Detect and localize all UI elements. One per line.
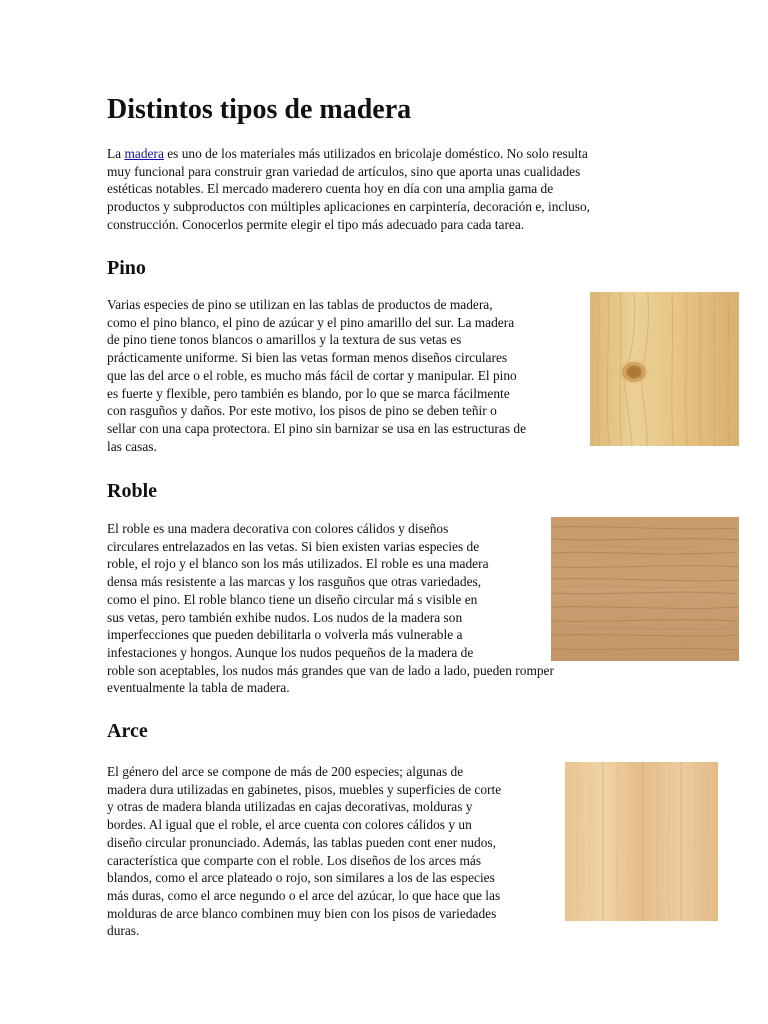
pino-line: de pino tiene tonos blancos o amarillos y la textura de sus vetas es — [107, 332, 462, 348]
pino-line: Varias especies de pino se utilizan en las tablas de productos de madera, — [107, 297, 493, 312]
pino-paragraph — [107, 296, 526, 455]
arce-line: característica que comparte con el roble. Los diseños de los arces más — [107, 852, 482, 868]
roble-line: infestaciones y hongos. Aunque los nudos pequeños de la madera de — [107, 644, 474, 660]
arce-line: madera dura utilizadas en gabinetes, pisos, muebles y superficies de corte — [107, 781, 502, 797]
pino-line: con rasguños y daños. Por este motivo, los pisos de pino se deben teñir o — [107, 403, 497, 419]
oak-wood-image — [551, 517, 739, 661]
roble-paragraph — [107, 520, 554, 697]
roble-line: imperfecciones que pueden debilitarla o volverla más vulnerable a — [107, 627, 463, 643]
intro-line: estéticas notables. El mercado maderero cuenta hoy en día con una amplia gama de — [107, 181, 554, 197]
arce-line: El género del arce se compone de más de 200 especies; algunas de — [107, 764, 464, 779]
intro-line: construcción. Conocerlos permite elegir el tipo más adecuado para cada tarea. — [107, 216, 525, 232]
arce-line: blandos, como el arce plateado o rojo, son similares a los de las especies — [107, 870, 495, 886]
arce-line: diseño circular pronunciado. Además, las tablas pueden cont ener nudos, — [107, 834, 496, 850]
pino-line: las casas. — [107, 438, 157, 454]
roble-line: eventualmente la tabla de madera. — [107, 680, 290, 696]
pino-line: como el pino blanco, el pino de azúcar y el pino amarillo del sur. La madera — [107, 314, 515, 330]
arce-line: bordes. Al igual que el roble, el arce cuenta con colores cálidos y un — [107, 817, 472, 833]
page-title: Distintos tipos de madera — [107, 94, 412, 125]
pine-wood-image — [590, 292, 739, 446]
pino-line: es fuerte y flexible, pero también es blando, por lo que se marca fácilmente — [107, 385, 510, 401]
section-heading-arce: Arce — [107, 720, 148, 742]
roble-line: roble, el rojo y el blanco son los más utilizados. El roble es una madera — [107, 556, 489, 572]
pine-wood-texture — [590, 292, 739, 446]
oak-wood-texture — [551, 517, 739, 661]
madera-link[interactable]: madera — [124, 146, 164, 161]
arce-line: más duras, como el arce negundo o el arce del azúcar, lo que hace que las — [107, 887, 501, 903]
intro-line: muy funcional para construir gran variedad de artículos, sino que aporta unas cualidades — [107, 163, 581, 179]
roble-line: como el pino. El roble blanco tiene un diseño circular má s visible en — [107, 591, 478, 607]
roble-line: El roble es una madera decorativa con colores cálidos y diseños — [107, 521, 449, 536]
arce-line: duras. — [107, 923, 140, 939]
intro-prefix: La — [107, 146, 125, 161]
intro-line — [107, 145, 590, 163]
roble-line: circulares entrelazados en las vetas. Si bien existen varias especies de — [107, 538, 480, 554]
intro-paragraph — [107, 145, 590, 234]
intro-suffix: es uno de los materiales más utilizados en bricolaje doméstico. No solo resulta — [163, 146, 588, 161]
pino-line: prácticamente uniforme. Si bien las vetas forman menos diseños circulares — [107, 350, 508, 366]
roble-line: densa más resistente a las marcas y los rasguños que otras variedades, — [107, 574, 482, 590]
arce-line: y otras de madera blanda utilizadas en cajas decorativas, molduras y — [107, 799, 473, 815]
roble-line: sus vetas, pero también exhibe nudos. Los nudos de la madera son — [107, 609, 463, 625]
arce-line: molduras de arce blanco combinen muy bien con los pisos de variedades — [107, 905, 497, 921]
intro-line: productos y subproductos con múltiples aplicaciones en carpintería, decoración e, incluso, — [107, 199, 591, 215]
pino-line: que las del arce o el roble, es mucho más fácil de cortar y manipular. El pino — [107, 367, 517, 383]
maple-wood-image — [565, 762, 718, 921]
section-heading-pino: Pino — [107, 257, 146, 279]
pino-line: sellar con una capa protectora. El pino sin barnizar se usa en las estructuras de — [107, 420, 527, 436]
maple-wood-texture — [565, 762, 718, 921]
arce-paragraph — [107, 763, 501, 940]
section-heading-roble: Roble — [107, 480, 157, 502]
roble-line: roble son aceptables, los nudos más grandes que van de lado a lado, pueden romper — [107, 662, 554, 678]
